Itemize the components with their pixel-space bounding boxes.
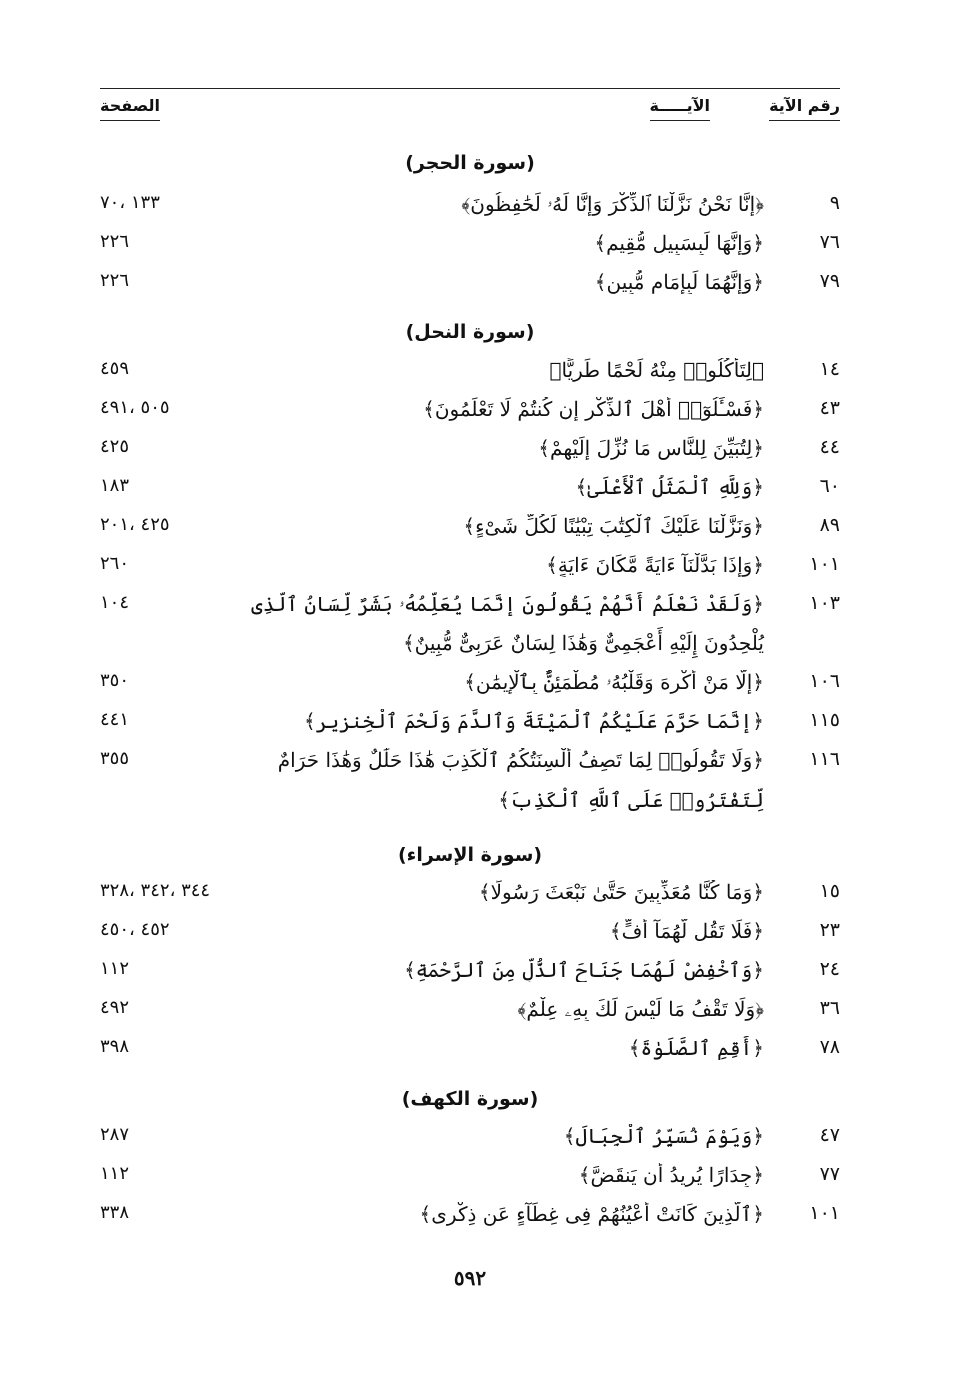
- section-title-kahf: (سورة الكهف): [401, 1088, 539, 1110]
- page-refs: ٤٢٥: [100, 436, 130, 457]
- ayah-text: ﴿وَلِلَّهِ ٱلْمَثَلُ ٱلْأَعْلَىٰ﴾: [575, 475, 764, 499]
- table-row: [100, 397, 840, 431]
- table-row: [100, 670, 840, 704]
- ayah-number: ٣٦: [819, 997, 840, 1019]
- page-refs: ٣٤٤ ،٣٤٢ ،٣٢٨: [100, 880, 211, 901]
- ayah-text: ﴿وَلَقَدْ نَعْلَمُ أَنَّهُمْ يَقُولُونَ إِنَّمَا يُعَلِّمُهُۥ بَشَرٌ لِّسَانُ ٱلَّذِى: [251, 592, 764, 616]
- ayah-text: ﴿أَقِمِ ٱلصَّلَوٰةَ﴾: [628, 1036, 764, 1060]
- header-ayah-number: رقم الآية: [769, 96, 840, 115]
- table-row: [100, 1124, 840, 1158]
- ayah-number: ٢٣: [819, 919, 840, 941]
- ayah-text: ﴿لِتَأْكُلُوا۟ مِنْهُ لَحْمًا طَرِيًّا﴾: [549, 358, 764, 382]
- table-row: [100, 1163, 840, 1197]
- page-refs: ١١٢: [100, 1163, 130, 1184]
- section-title-isra: (سورة الإسراء): [397, 844, 543, 866]
- ayah-text: ﴿وَإِنَّهَا لَبِسَبِيلٍ مُّقِيمٍ﴾: [594, 231, 764, 255]
- ayah-number: ٧٧: [819, 1163, 840, 1185]
- ayah-text: ﴿وَيَوْمَ نُسَيِّرُ ٱلْجِبَالَ﴾: [563, 1124, 764, 1148]
- page-refs: ٣٩٨: [100, 1036, 130, 1057]
- page-refs: ١٣٣ ،٧٠: [100, 192, 160, 213]
- ayah-number: ١٠٦: [809, 670, 840, 692]
- ayah-number: ١٤: [819, 358, 840, 380]
- table-row: [100, 880, 840, 914]
- page-refs: ٤٤١: [100, 709, 130, 730]
- page-refs: ٢٢٦: [100, 231, 130, 252]
- page-refs: ٣٥٠: [100, 670, 130, 691]
- table-row: [100, 358, 840, 392]
- page-refs: ٣٥٥: [100, 748, 130, 769]
- ayah-number: ١٠١: [809, 1202, 840, 1224]
- page-refs: ١٠٤: [100, 592, 130, 613]
- ayah-number: ٢٤: [819, 958, 840, 980]
- table-row: [100, 192, 840, 226]
- page-refs: ٤٥٩: [100, 358, 130, 379]
- ayah-number: ٦٠: [819, 475, 840, 497]
- page-refs: ٥٠٥ ،٤٩١: [100, 397, 170, 418]
- ayah-number: ١١٦: [809, 748, 840, 770]
- ayah-text-continued: يُلْحِدُونَ إِلَيْهِ أَعْجَمِىٌّ وَهَٰذَا لِسَانٌ عَرَبِىٌّ مُّبِينٌ﴾: [402, 631, 764, 655]
- ayah-number: ٤٧: [819, 1124, 840, 1146]
- ayah-number: ٩: [829, 192, 840, 214]
- ayah-text: ﴿إِنَّمَا حَرَّمَ عَلَيْكُمُ ٱلْمَيْتَةَ وَٱلدَّمَ وَلَحْمَ ٱلْخِنزِيرِ﴾: [303, 709, 764, 733]
- section-title-hijr: (سورة الحجر): [405, 152, 535, 174]
- ayah-text: ﴿ٱلَّذِينَ كَانَتْ أَعْيُنُهُمْ فِى غِطَآءٍ عَن ذِكْرِى﴾: [419, 1202, 764, 1226]
- table-row: [100, 958, 840, 992]
- ayah-text-continued: لِّتَفْتَرُوا۟ عَلَى ٱللَّهِ ٱلْكَذِبَ﴾: [498, 788, 764, 812]
- table-row: [100, 997, 840, 1031]
- ayah-text: ﴿فَلَا تَقُل لَّهُمَآ أُفٍّ﴾: [609, 919, 764, 943]
- ayah-number: ٧٦: [819, 231, 840, 253]
- ayah-text: ﴿جِدَارًا يُرِيدُ أَن يَنقَضَّ﴾: [578, 1163, 764, 1187]
- page-number: ٥٩٢: [453, 1266, 487, 1290]
- table-row: [100, 231, 840, 265]
- ayah-text: ﴿وَلَا تَقُولُوا۟ لِمَا تَصِفُ أَلْسِنَتُكُمُ ٱلْكَذِبَ هَٰذَا حَلَٰلٌ وَهَٰذَا حَرَامٌ: [277, 748, 764, 772]
- table-row: [100, 270, 840, 304]
- ayah-text: ﴿وَإِذَا بَدَّلْنَآ ءَايَةً مَّكَانَ ءَايَةٍ﴾: [546, 553, 764, 577]
- ayah-text: ﴿لِتُبَيِّنَ لِلنَّاسِ مَا نُزِّلَ إِلَيْهِمْ﴾: [538, 436, 764, 460]
- ayah-text: ﴿فَسْـَٔلُوٓا۟ أَهْلَ ٱلذِّكْرِ إِن كُنتُمْ لَا تَعْلَمُونَ﴾: [423, 397, 764, 421]
- page-refs: ٢٨٧: [100, 1124, 130, 1145]
- ayah-number: ٧٨: [819, 1036, 840, 1058]
- page-refs: ٢٢٦: [100, 270, 130, 291]
- ayah-text: ﴿وَٱخْفِضْ لَهُمَا جَنَاحَ ٱلذُّلِّ مِنَ ٱلرَّحْمَةِ﴾: [404, 958, 764, 982]
- section-title-nahl: (سورة النحل): [405, 321, 535, 343]
- table-row: [100, 475, 840, 509]
- table-row: [100, 919, 840, 953]
- ayah-text: ﴿وَلَا تَقْفُ مَا لَيْسَ لَكَ بِهِۦ عِلْمٌ﴾: [517, 997, 764, 1021]
- page-refs: ٤٥٢ ،٤٥٠: [100, 919, 170, 940]
- index-page: [100, 88, 840, 1348]
- ayah-number: ١٥: [819, 880, 840, 902]
- ayah-text: ﴿وَإِنَّهُمَا لَبِإِمَامٍ مُّبِينٍ﴾: [594, 270, 764, 294]
- ayah-text: ﴿وَمَا كُنَّا مُعَذِّبِينَ حَتَّىٰ نَبْعَثَ رَسُولًا﴾: [478, 880, 764, 904]
- page-refs: ٣٣٨: [100, 1202, 130, 1223]
- table-row: [100, 1036, 840, 1070]
- table-row: [100, 1202, 840, 1236]
- ayah-text: ﴿إِنَّا نَحْنُ نَزَّلْنَا ٱلذِّكْرَ وَإِنَّا لَهُۥ لَحَٰفِظُونَ﴾: [461, 192, 764, 216]
- header-ayah: الآيـــــة: [650, 96, 710, 115]
- table-row: [100, 748, 840, 782]
- ayah-text: ﴿إِلَّا مَنْ أُكْرِهَ وَقَلْبُهُۥ مُطْمَئِنٌّۢ بِٱلْإِيمَٰنِ﴾: [464, 670, 764, 694]
- page-refs: ١١٢: [100, 958, 130, 979]
- table-row: [100, 514, 840, 548]
- header-page: الصفحة: [100, 96, 160, 115]
- page-refs: ٢٦٠: [100, 553, 130, 574]
- ayah-number: ٨٩: [819, 514, 840, 536]
- table-row: [100, 709, 840, 743]
- top-rule: [100, 88, 840, 89]
- ayah-number: ٧٩: [819, 270, 840, 292]
- ayah-number: ٤٣: [819, 397, 840, 419]
- ayah-number: ٤٤: [819, 436, 840, 458]
- table-row: [100, 436, 840, 470]
- ayah-number: ١١٥: [809, 709, 840, 731]
- table-row: [100, 592, 840, 626]
- page-refs: ٤٩٢: [100, 997, 130, 1018]
- ayah-number: ١٠١: [809, 553, 840, 575]
- table-row: [100, 553, 840, 587]
- ayah-text: ﴿وَنَزَّلْنَا عَلَيْكَ ٱلْكِتَٰبَ تِبْيَٰنًا لِّكُلِّ شَىْءٍ﴾: [463, 514, 764, 538]
- page-refs: ١٨٣: [100, 475, 130, 496]
- ayah-number: ١٠٣: [809, 592, 840, 614]
- page-refs: ٤٢٥ ،٢٠١: [100, 514, 170, 535]
